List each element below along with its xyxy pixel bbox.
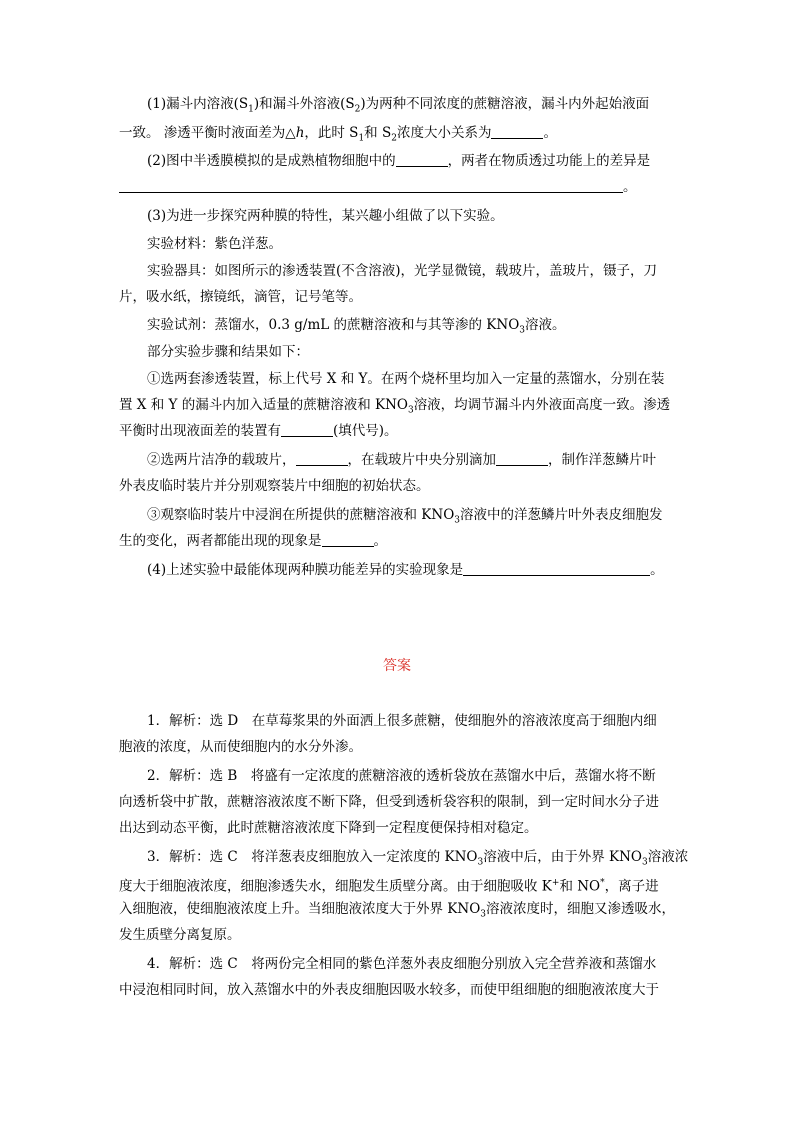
answer-blank[interactable]: [296, 451, 348, 466]
answer-3-line-3: 入细胞液，使细胞液浓度上升。当细胞液浓度大于外界 $KNO_3$溶液浓度时，细胞又渗透吸水，: [119, 901, 675, 920]
step3-line-1: ③观察临时装片中浸润在所提供的蔗糖溶液和 $KNO_3$溶液中的洋葱鳞片叶外表皮细胞发: [147, 507, 663, 526]
answer-3-line-1: 3．解析：选 C 将洋葱表皮细胞放入一定浓度的 $KNO_3$溶液中后，由于外界 $KNO_3$溶液浓: [147, 849, 689, 868]
q4-line: (4)上述实验中最能体现两种膜功能差异的实验现象是 。: [147, 562, 664, 578]
answer-2-line-3: 出达到动态平衡，此时蔗糖溶液浓度下降到一定程度便保持相对稳定。: [119, 820, 538, 836]
answer-blank[interactable]: [463, 561, 650, 576]
answer-1-line-1: 1．解析：选 D 在草莓浆果的外面洒上很多蔗糖，使细胞外的溶液浓度高于细胞内细: [147, 713, 657, 729]
answer-3-line-4: 发生质壁分离复原。: [119, 927, 241, 943]
answer-blank[interactable]: [281, 422, 333, 437]
answer-2-line-1: 2．解析：选 B 将盛有一定浓度的蔗糖溶液的透析袋放在蒸馏水中后，蒸馏水将不断: [147, 768, 656, 784]
answer-4-line-2: 中浸泡相同时间，放入蒸馏水中的外表皮细胞因吸水较多，而使甲组细胞的细胞液浓度大于: [119, 982, 659, 998]
answer-blank[interactable]: [491, 124, 543, 139]
answer-blank[interactable]: [496, 451, 548, 466]
answer-3-line-2: 度大于细胞液浓度，细胞渗透失水，细胞发生质壁分离。由于细胞吸收 K+和 NO*，离子进: [119, 878, 659, 895]
materials: 实验材料：紫色洋葱。: [147, 236, 282, 252]
answer-4-line-1: 4．解析：选 C 将两份完全相同的紫色洋葱外表皮细胞分别放入完全营养液和蒸馏水: [147, 956, 657, 972]
step1-line-1: ①选两套渗透装置，标上代号 X 和 Y。在两个烧杯里均加入一定量的蒸馏水，分别在装: [147, 371, 665, 387]
q3-intro: (3)为进一步探究两种膜的特性，某兴趣小组做了以下实验。: [147, 208, 504, 224]
steps-intro: 部分实验步骤和结果如下：: [147, 344, 309, 360]
answer-2-line-2: 向透析袋中扩散，蔗糖溶液浓度不断下降，但受到透析袋容积的限制，到一定时间水分子进: [119, 794, 659, 810]
step2-line-1: ②选两片洁净的载玻片， ，在载玻片中央分别滴加 ，制作洋葱鳞片叶: [147, 452, 656, 468]
answer-blank[interactable]: [322, 532, 374, 547]
q1-line-1: (1)漏斗内溶液$(S_1)$和漏斗外溶液$(S_2)$为两种不同浓度的蔗糖溶液，漏斗内外起始液面: [147, 96, 650, 115]
step1-line-2: 置 X 和 Y 的漏斗内加入适量的蔗糖溶液和 $KNO_3$溶液，均调节漏斗内外液面高度一致。渗透: [119, 397, 671, 416]
answer-heading: 答案: [383, 658, 411, 674]
step1-line-3: 平衡时出现液面差的装置有 (填代号)。: [119, 423, 398, 439]
answer-blank[interactable]: [396, 152, 448, 167]
answer-blank[interactable]: [119, 178, 623, 193]
step3-line-2: 生的变化，两者都能出现的现象是 。: [119, 533, 387, 549]
answer-1-line-2: 胞液的浓度，从而使细胞内的水分外渗。: [119, 739, 362, 755]
equipment-line-1: 实验器具：如图所示的渗透装置(不含溶液)，光学显微镜，载玻片，盖玻片，镊子，刀: [147, 263, 658, 279]
q2-line-1: (2)图中半透膜模拟的是成熟植物细胞中的 ，两者在物质透过功能上的差异是: [147, 153, 651, 169]
q1-line-2: 一致。 渗透平衡时液面差为△h，此时 $S_1$和 $S_2$浓度大小关系为 。: [119, 125, 557, 144]
reagents: 实验试剂：蒸馏水，0.3 g/mL 的蔗糖溶液和与其等渗的 $KNO_3$溶液。: [147, 317, 566, 336]
step2-line-2: 外表皮临时装片并分别观察装片中细胞的初始状态。: [119, 478, 430, 494]
equipment-line-2: 片，吸水纸，擦镜纸，滴管，记号笔等。: [119, 289, 362, 305]
q2-line-2: 。: [119, 178, 679, 196]
